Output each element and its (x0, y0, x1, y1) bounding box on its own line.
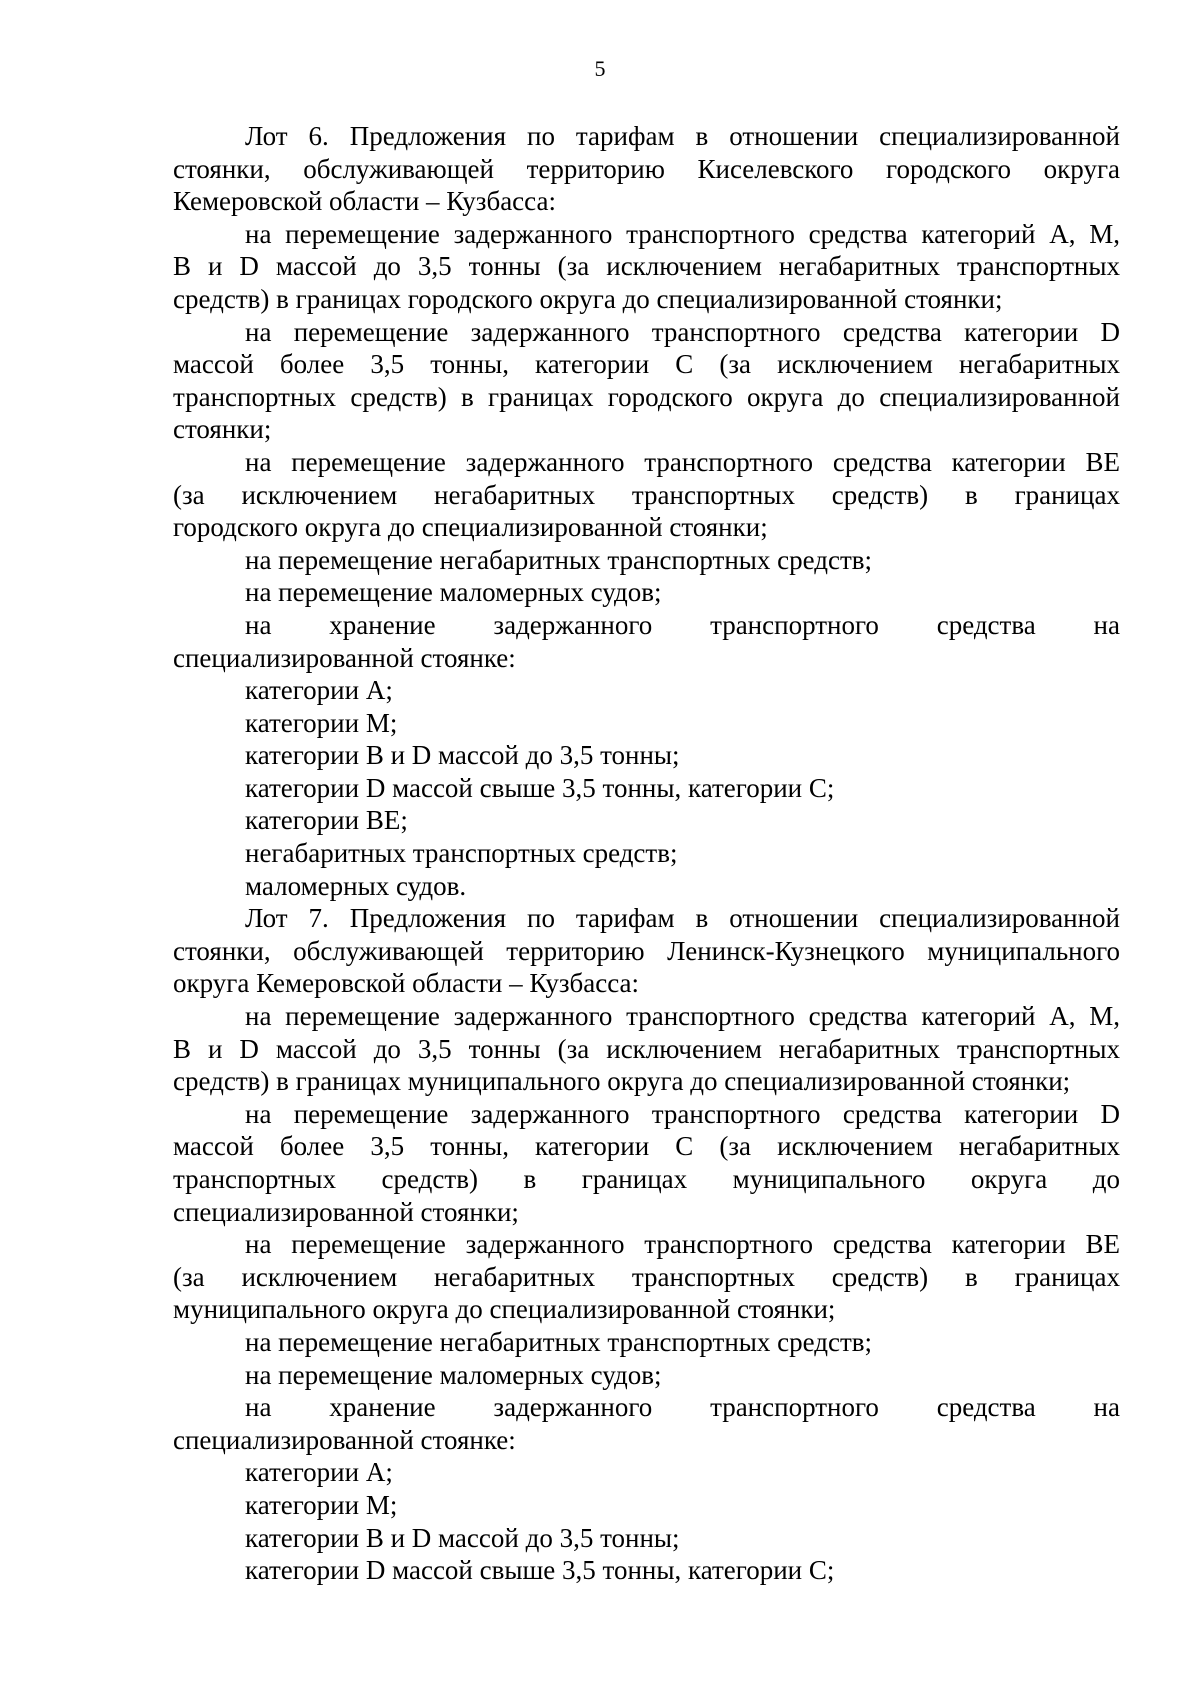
text-line: категории М; (245, 1489, 398, 1520)
text-line: на перемещение негабаритных транспортных средств; (245, 544, 873, 575)
text-line: категории А; (245, 1457, 393, 1488)
text-line: категории В и D массой до 3,5 тонны; (245, 740, 680, 771)
text-line: на хранение задержанного транспортного средства на (245, 609, 1120, 640)
text-line: Кемеровской области – Кузбасса: (173, 186, 556, 217)
text-line: на перемещение задержанного транспортного средства категорий А, М, (245, 218, 1120, 249)
text-line: транспортных средств) в границах муниципального округа до (173, 1164, 1120, 1194)
text-line: В и D массой до 3,5 тонны (за исключением негабаритных транспортных (173, 1033, 1120, 1064)
text-line: категории А; (245, 675, 393, 706)
document-body (173, 120, 1120, 1587)
text-line: на хранение задержанного транспортного средства на (245, 1392, 1120, 1423)
text-line: Лот 7. Предложения по тарифам в отношении специализированной (245, 903, 1120, 934)
text-line: на перемещение задержанного транспортного средства категории ВЕ (245, 446, 1120, 477)
text-line: специализированной стоянки; (173, 1196, 519, 1227)
text-line: (за исключением негабаритных транспортных средств) в границах (173, 479, 1120, 510)
text-line: специализированной стоянке: (173, 1424, 516, 1455)
text-line: категории М; (245, 707, 398, 738)
page-number: 5 (594, 56, 606, 81)
text-line: на перемещение задержанного транспортного средства категории D (245, 1098, 1120, 1129)
text-line: специализированной стоянке: (173, 642, 516, 673)
text-line: муниципального округа до специализированной стоянки; (173, 1294, 836, 1325)
text-line: В и D массой до 3,5 тонны (за исключением негабаритных транспортных (173, 251, 1120, 282)
text-line: на перемещение маломерных судов; (245, 577, 662, 608)
text-line: категории ВЕ; (245, 805, 408, 836)
text-line: стоянки; (173, 414, 272, 445)
text-line: маломерных судов. (245, 870, 467, 901)
text-line: округа Кемеровской области – Кузбасса: (173, 968, 640, 999)
text-line: средств) в границах муниципального округа до специализированной стоянки; (173, 1066, 1071, 1097)
text-line: на перемещение маломерных судов; (245, 1359, 662, 1390)
text-line: городского округа до специализированной стоянки; (173, 512, 768, 543)
text-line: категории В и D массой до 3,5 тонны; (245, 1522, 680, 1553)
text-line: массой более 3,5 тонны, категории С (за исключением негабаритных (173, 1131, 1120, 1162)
text-line: (за исключением негабаритных транспортных средств) в границах (173, 1261, 1120, 1292)
text-line: на перемещение негабаритных транспортных средств; (245, 1326, 873, 1357)
text-line: транспортных средств) в границах городского округа до специализированной (173, 381, 1120, 412)
text-line: стоянки, обслуживающей территорию Киселевского городского округа (173, 153, 1120, 184)
text-line: средств) в границах городского округа до специализированной стоянки; (173, 283, 1003, 314)
text-line: негабаритных транспортных средств; (245, 838, 678, 869)
text-line: категории D массой свыше 3,5 тонны, категории С; (245, 772, 835, 803)
text-line: на перемещение задержанного транспортного средства категорий А, М, (245, 1001, 1120, 1032)
text-line: категории D массой свыше 3,5 тонны, категории С; (245, 1555, 835, 1586)
text-line: на перемещение задержанного транспортного средства категории D (245, 316, 1120, 347)
text-line: стоянки, обслуживающей территорию Ленинск-Кузнецкого муниципального (173, 935, 1120, 966)
text-line: на перемещение задержанного транспортного средства категории ВЕ (245, 1229, 1120, 1260)
text-line: массой более 3,5 тонны, категории С (за исключением негабаритных (173, 349, 1120, 380)
text-line: Лот 6. Предложения по тарифам в отношении специализированной (245, 121, 1120, 151)
